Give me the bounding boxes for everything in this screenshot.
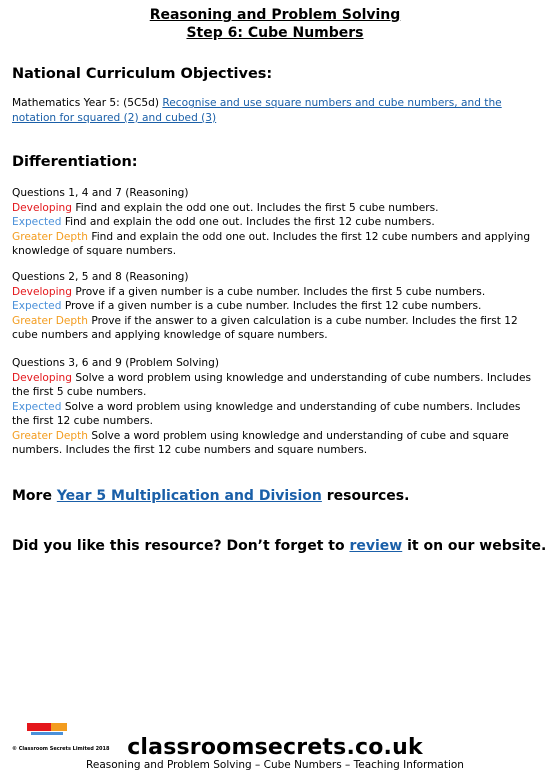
greater-depth-row [12,230,540,259]
greater-depth-row [12,429,540,458]
page-subtitle: Step 6: Cube Numbers [186,25,364,41]
diff-group-1 [12,186,540,259]
more-suffix: resources. [321,488,410,504]
diff-group-3 [12,356,540,458]
objectives-prefix: Mathematics Year 5: (5C5d) [12,97,163,109]
diff-group-2 [12,270,540,343]
group-title: Questions 1, 4 and 7 (Reasoning) [12,187,189,199]
developing-row [12,201,540,216]
objectives-text [12,96,540,125]
expected-label: Expected [12,216,62,228]
developing-row [12,371,540,400]
expected-row [12,299,540,314]
page-title: Reasoning and Problem Solving [149,7,401,23]
developing-label: Developing [12,371,72,384]
greater-depth-row [12,314,540,343]
review-suffix: it on our website. [402,538,547,554]
developing-text: Find and explain the odd one out. Includes the first 5 cube numbers. [75,201,439,214]
greater-depth-text: Find and explain the odd one out. Includes the first 12 cube numbers and applying knowledge of square numbers. [12,230,531,257]
group-title: Questions 2, 5 and 8 (Reasoning) [12,271,189,283]
more-resources [12,488,409,504]
objectives-heading: National Curriculum Objectives: [12,66,273,82]
more-resources-link[interactable]: Year 5 Multiplication and Division [56,488,322,504]
expected-row [12,400,540,429]
greater-depth-label: Greater Depth [12,314,89,327]
developing-text: Prove if a given number is a cube number. Includes the first 5 cube numbers. [75,285,486,298]
review-prompt [12,538,546,554]
copyright-text: © Classroom Secrets Limited 2018 [12,746,110,752]
developing-row [12,285,540,300]
group-title: Questions 3, 6 and 9 (Problem Solving) [12,357,220,369]
greater-depth-label: Greater Depth [12,230,89,243]
more-prefix: More [12,488,57,504]
expected-row [12,215,540,230]
expected-text: Solve a word problem using knowledge and understanding of cube numbers. Includes the first 12 cube numbers. [12,400,521,427]
objectives-link[interactable]: Recognise and use square numbers and cube numbers, and the notation for squared (2) and cubed (3) [12,97,502,124]
expected-label: Expected [12,300,62,312]
developing-text: Solve a word problem using knowledge and understanding of cube numbers. Includes the first 5 cube numbers. [12,371,532,398]
developing-label: Developing [12,285,72,298]
differentiation-heading: Differentiation: [12,154,138,170]
expected-text: Prove if a given number is a cube number. Includes the first 12 cube numbers. [64,300,482,312]
expected-label: Expected [12,400,62,413]
footer-title: Reasoning and Problem Solving – Cube Numbers – Teaching Information [86,759,464,771]
review-link[interactable]: review [349,538,403,554]
expected-text: Find and explain the odd one out. Includes the first 12 cube numbers. [64,216,435,228]
footer-website[interactable]: classroomsecrets.co.uk [127,735,423,760]
developing-label: Developing [12,201,72,214]
greater-depth-text: Prove if the answer to a given calculation is a cube number. Includes the first 12 cube numbers and applying knowledge of square numbers. [12,314,518,341]
greater-depth-text: Solve a word problem using knowledge and understanding of cube and square numbers. Includes the first 12 cube numbers and square numbers. [12,429,509,456]
review-prefix: Did you like this resource? Don’t forget to [12,538,350,554]
greater-depth-label: Greater Depth [12,429,89,442]
